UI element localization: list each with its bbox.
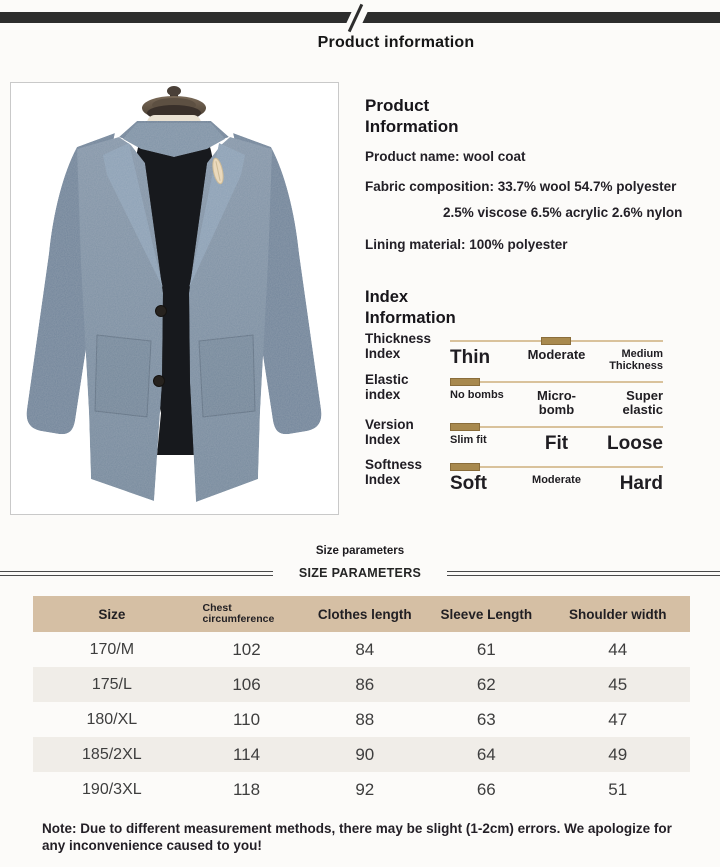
measurement-cell: 86 <box>355 674 375 694</box>
measurement-cell: 88 <box>355 709 375 729</box>
index-level-labels <box>450 389 663 417</box>
top-divider-bar <box>0 12 720 23</box>
measurement-cell: 110 <box>232 709 261 729</box>
measurement-cell: 90 <box>355 744 375 764</box>
index-slider-marker <box>450 423 480 431</box>
index-slider <box>450 372 663 417</box>
index-level: Moderate <box>532 474 581 486</box>
product-name-line: Product name: wool coat <box>365 149 526 164</box>
size-parameters-subtitle: Size parameters <box>315 545 405 557</box>
size-cell: 180/XL <box>86 710 138 728</box>
measurement-cell: 114 <box>232 744 261 764</box>
measurement-cell: 64 <box>476 744 496 764</box>
measurement-note: Note: Due to different measurement methods, there may be slight (1-2cm) errors. We apologize for any inconvenience caused to you! <box>42 821 672 853</box>
index-row <box>365 457 717 497</box>
index-slider-track <box>450 423 663 431</box>
size-parameters-title-row <box>0 566 720 580</box>
size-table-body <box>33 632 690 807</box>
measurement-cell: 118 <box>232 779 261 799</box>
index-slider <box>450 331 663 372</box>
index-slider <box>450 417 663 454</box>
size-table-row <box>33 737 690 772</box>
size-table-header-cell: Shoulder width <box>568 606 667 622</box>
size-table-row <box>33 702 690 737</box>
size-cell: 190/3XL <box>82 780 142 798</box>
wool-coat-illustration <box>11 83 338 514</box>
size-cell: 175/L <box>91 675 132 693</box>
index-row <box>365 331 717 372</box>
index-row <box>365 372 717 417</box>
size-table-header-cell: Chest circumference <box>202 602 275 625</box>
index-level-labels <box>450 474 663 494</box>
index-level: Medium Thickness <box>609 348 663 372</box>
size-parameters-title: SIZE PARAMETERS <box>298 566 422 580</box>
measurement-cell: 47 <box>608 709 628 729</box>
index-row-label: Elastic index <box>365 372 409 402</box>
index-level: No bombs <box>450 389 504 401</box>
index-level: Loose <box>607 433 663 454</box>
size-table-header-cell: Size <box>98 606 126 622</box>
size-table-row <box>33 632 690 667</box>
index-slider <box>450 457 663 494</box>
size-table-header-row <box>33 596 690 632</box>
index-level: Thin <box>450 347 491 368</box>
index-slider-track <box>450 378 663 386</box>
size-cell: 185/2XL <box>82 745 142 763</box>
measurement-cell: 106 <box>232 674 261 694</box>
index-row-label: Thickness Index <box>365 331 432 361</box>
measurement-cell: 45 <box>608 674 628 694</box>
double-line-left <box>0 571 273 576</box>
measurement-cell: 51 <box>608 779 628 799</box>
size-table-header-cell: Clothes length <box>317 606 412 622</box>
measurement-cell: 92 <box>355 779 375 799</box>
measurement-cell: 61 <box>476 639 496 659</box>
size-table-header-cell: Sleeve Length <box>440 606 533 622</box>
index-slider-track <box>450 337 663 345</box>
page-title: Product information <box>317 34 475 51</box>
fabric-line-2: 2.5% viscose 6.5% acrylic 2.6% nylon <box>443 205 683 220</box>
measurement-cell: 102 <box>232 639 261 659</box>
measurement-cell: 63 <box>476 709 496 729</box>
measurement-cell: 62 <box>476 674 496 694</box>
measurement-cell: 49 <box>608 744 628 764</box>
index-level-labels <box>450 348 663 372</box>
index-slider-marker <box>450 378 480 386</box>
product-info-heading: Product Information <box>365 96 459 136</box>
index-slider-marker <box>450 463 480 471</box>
double-line-right <box>447 571 720 576</box>
measurement-cell: 84 <box>355 639 375 659</box>
index-rows <box>365 331 717 497</box>
fabric-line-1: Fabric composition: 33.7% wool 54.7% polyester <box>365 179 677 194</box>
index-info-heading: Index Information <box>365 288 456 327</box>
index-slider-marker <box>541 337 571 345</box>
index-level: Soft <box>450 473 487 494</box>
index-level: Micro-bomb <box>537 388 576 417</box>
product-info-column <box>365 95 717 497</box>
index-row-label: Version Index <box>365 417 414 447</box>
index-level: Super elastic <box>622 388 663 417</box>
size-table-row <box>33 772 690 807</box>
size-table <box>33 596 690 807</box>
index-row-label: Softness Index <box>365 457 423 487</box>
lining-line: Lining material: 100% polyester <box>365 237 568 252</box>
size-cell: 170/M <box>89 640 135 658</box>
index-level: Slim fit <box>450 434 487 446</box>
measurement-cell: 66 <box>476 779 496 799</box>
size-table-row <box>33 667 690 702</box>
index-level: Hard <box>619 473 663 494</box>
measurement-cell: 44 <box>608 639 628 659</box>
index-row <box>365 417 717 457</box>
index-level: Fit <box>544 433 569 454</box>
index-slider-track <box>450 463 663 471</box>
index-level-labels <box>450 434 663 454</box>
product-photo <box>10 82 339 515</box>
index-level: Moderate <box>527 347 586 362</box>
